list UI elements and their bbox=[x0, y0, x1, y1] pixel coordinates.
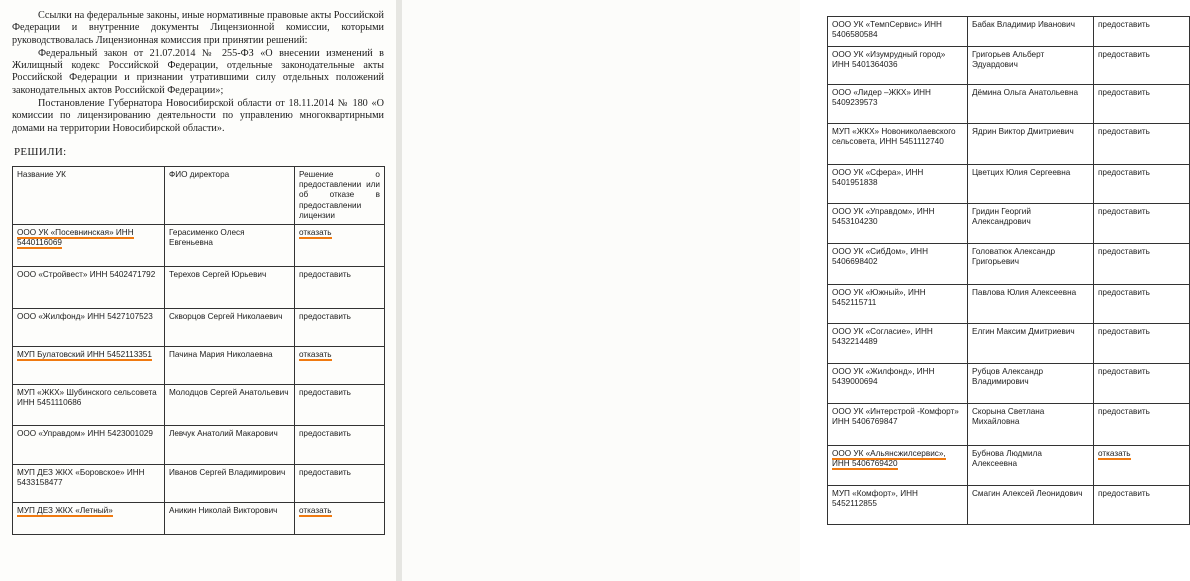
director-name: Ядрин Виктор Дмитриевич bbox=[972, 127, 1074, 136]
decision-value: предоставить bbox=[1098, 168, 1150, 177]
table-row bbox=[828, 364, 1190, 404]
cell-director bbox=[968, 17, 1094, 47]
director-name: Дёмина Ольга Анатольевна bbox=[972, 88, 1079, 97]
intro-paragraph-3: Постановление Губернатора Новосибирской области от 18.11.2014 № 180 «О комиссии по лицензированию деятельности по управлению многоквартирными домами на территории Новосибирской области». bbox=[12, 98, 384, 134]
cell-decision bbox=[1094, 17, 1190, 47]
decision-value: предоставить bbox=[299, 312, 351, 322]
cell-director bbox=[968, 165, 1094, 204]
table-row bbox=[828, 17, 1190, 47]
table-row bbox=[828, 285, 1190, 324]
cell-director bbox=[968, 244, 1094, 285]
cell-name bbox=[13, 503, 165, 535]
cell-decision bbox=[295, 347, 385, 385]
decision-value: отказать bbox=[299, 506, 332, 516]
company-name: ООО УК «Изумрудный город» ИНН 5401364036 bbox=[832, 50, 946, 70]
cell-name bbox=[828, 47, 968, 85]
director-name: Смагин Алексей Леонидович bbox=[972, 489, 1083, 498]
director-name: Рубцов Александр Владимирович bbox=[972, 367, 1044, 387]
license-decisions-table-left bbox=[12, 166, 385, 535]
cell-name bbox=[828, 244, 968, 285]
cell-name bbox=[13, 309, 165, 347]
cell-name bbox=[828, 364, 968, 404]
table-row bbox=[13, 385, 385, 426]
cell-name bbox=[828, 446, 968, 486]
decision-value: предоставить bbox=[1098, 367, 1150, 376]
company-name: ООО «Управдом» ИНН 5423001029 bbox=[17, 429, 153, 439]
table-row bbox=[828, 165, 1190, 204]
table-row bbox=[13, 426, 385, 465]
decision-value: предоставить bbox=[299, 270, 351, 280]
cell-director bbox=[165, 347, 295, 385]
director-name: Пачина Мария Николаевна bbox=[169, 350, 273, 360]
intro-text bbox=[12, 10, 384, 136]
cell-decision bbox=[295, 385, 385, 426]
decision-value: предоставить bbox=[1098, 489, 1150, 498]
header-name: Название УК bbox=[13, 167, 165, 225]
company-name: ООО УК «Управдом», ИНН 5453104230 bbox=[832, 207, 935, 227]
cell-name bbox=[828, 85, 968, 124]
decision-value: отказать bbox=[1098, 449, 1131, 458]
company-name: МУП «ЖКХ» Шубинского сельсовета ИНН 5451110686 bbox=[17, 388, 157, 408]
cell-director bbox=[968, 324, 1094, 364]
cell-name bbox=[828, 124, 968, 165]
cell-name bbox=[828, 486, 968, 525]
intro-paragraph-2: Федеральный закон от 21.07.2014 № 255-ФЗ «О внесении изменений в Жилищный кодекс Российской Федерации, отдельные законодательные акты Российской Федерации и признании утратившими силу отдельных положений законодательных актов Российской Федерации»; bbox=[12, 47, 384, 96]
cell-director bbox=[165, 225, 295, 267]
table-row bbox=[828, 486, 1190, 525]
company-name: ООО УК «Сфера», ИНН 5401951838 bbox=[832, 168, 924, 188]
company-name: ООО УК «Жилфонд», ИНН 5439000694 bbox=[832, 367, 935, 387]
cell-director bbox=[165, 267, 295, 309]
decision-value: предоставить bbox=[299, 468, 351, 478]
cell-director bbox=[968, 364, 1094, 404]
company-name: МУП ДЕЗ ЖКХ «Боровское» ИНН 5433158477 bbox=[17, 468, 145, 488]
cell-decision bbox=[295, 503, 385, 535]
cell-name bbox=[828, 404, 968, 446]
left-page bbox=[0, 0, 396, 581]
table-row bbox=[828, 324, 1190, 364]
cell-name bbox=[828, 204, 968, 244]
director-name: Скорына Светлана Михайловна bbox=[972, 407, 1045, 427]
decision-value: предоставить bbox=[1098, 247, 1150, 256]
company-name: ООО «Стройвест» ИНН 5402471792 bbox=[17, 270, 156, 280]
table-row bbox=[13, 347, 385, 385]
table-header-row bbox=[13, 167, 385, 225]
table-row bbox=[828, 47, 1190, 85]
resolved-heading: РЕШИЛИ: bbox=[14, 146, 67, 158]
table-row bbox=[828, 204, 1190, 244]
cell-director bbox=[968, 404, 1094, 446]
table-row bbox=[13, 267, 385, 309]
decision-value: предоставить bbox=[1098, 50, 1150, 59]
director-name: Бабак Владимир Иванович bbox=[972, 20, 1075, 29]
company-name: МУП «ЖКХ» Новониколаевского сельсовета, ИНН 5451112740 bbox=[832, 127, 956, 147]
director-name: Аникин Николай Викторович bbox=[169, 506, 278, 516]
decision-value: предоставить bbox=[1098, 127, 1150, 136]
header-director: ФИО директора bbox=[165, 167, 295, 225]
cell-decision bbox=[295, 267, 385, 309]
cell-director bbox=[165, 385, 295, 426]
company-name: ООО «Жилфонд» ИНН 5427107523 bbox=[17, 312, 153, 322]
company-name: ООО «Лидер –ЖКХ» ИНН 5409239573 bbox=[832, 88, 931, 108]
decision-value: предоставить bbox=[1098, 207, 1150, 216]
cell-director bbox=[968, 285, 1094, 324]
director-name: Гридин Георгий Александрович bbox=[972, 207, 1031, 227]
director-name: Елгин Максим Дмитриевич bbox=[972, 327, 1075, 336]
decision-value: отказать bbox=[299, 228, 332, 238]
right-table-body bbox=[828, 17, 1190, 525]
table-row bbox=[828, 446, 1190, 486]
cell-decision bbox=[1094, 47, 1190, 85]
cell-decision bbox=[295, 225, 385, 267]
cell-decision bbox=[1094, 285, 1190, 324]
cell-decision bbox=[1094, 486, 1190, 525]
intro-paragraph-1: Ссылки на федеральные законы, иные нормативные правовые акты Российской Федерации и внутренние документы Лицензионной комиссии, которыми руководствовалась Лицензионная комиссия при принятии решений: bbox=[12, 10, 384, 46]
decision-value: предоставить bbox=[1098, 20, 1150, 29]
table-row bbox=[13, 309, 385, 347]
cell-director bbox=[968, 486, 1094, 525]
cell-director bbox=[165, 465, 295, 503]
cell-name bbox=[13, 426, 165, 465]
director-name: Цветцих Юлия Сергеевна bbox=[972, 168, 1071, 177]
company-name: МУП «Комфорт», ИНН 5452112855 bbox=[832, 489, 918, 509]
decision-value: предоставить bbox=[1098, 327, 1150, 336]
license-decisions-table-right bbox=[827, 16, 1190, 525]
cell-decision bbox=[295, 465, 385, 503]
table-row bbox=[828, 124, 1190, 165]
cell-decision bbox=[1094, 165, 1190, 204]
cell-name bbox=[828, 285, 968, 324]
company-name: ООО УК «Интерстрой -Комфорт» ИНН 5406769847 bbox=[832, 407, 959, 427]
cell-decision bbox=[295, 426, 385, 465]
table-row bbox=[828, 404, 1190, 446]
cell-decision bbox=[1094, 244, 1190, 285]
cell-director bbox=[165, 503, 295, 535]
company-name: ООО УК «Посевнинская» ИНН 5440116069 bbox=[17, 228, 134, 248]
cell-director bbox=[968, 204, 1094, 244]
cell-decision bbox=[1094, 204, 1190, 244]
table-row bbox=[13, 465, 385, 503]
cell-decision bbox=[1094, 85, 1190, 124]
director-name: Бубнова Людмила Алексеевна bbox=[972, 449, 1042, 469]
right-page bbox=[402, 0, 1150, 581]
company-name: ООО УК «СибДом», ИНН 5406698402 bbox=[832, 247, 928, 267]
director-name: Григорьев Альберт Эдуардович bbox=[972, 50, 1045, 70]
header-decision: Решение о предоставлении или об отказе в предоставлении лицензии bbox=[295, 167, 385, 225]
director-name: Терехов Сергей Юрьевич bbox=[169, 270, 267, 280]
table-row bbox=[13, 503, 385, 535]
director-name: Скворцов Сергей Николаевич bbox=[169, 312, 283, 322]
cell-decision bbox=[1094, 404, 1190, 446]
cell-name bbox=[13, 225, 165, 267]
cell-decision bbox=[295, 309, 385, 347]
cell-name bbox=[13, 465, 165, 503]
company-name: ООО УК «ТемпСервис» ИНН 5406580584 bbox=[832, 20, 942, 40]
decision-value: отказать bbox=[299, 350, 332, 360]
director-name: Левчук Анатолий Макарович bbox=[169, 429, 278, 439]
decision-value: предоставить bbox=[1098, 288, 1150, 297]
decision-value: предоставить bbox=[299, 429, 351, 439]
cell-decision bbox=[1094, 324, 1190, 364]
company-name: ООО УК «Согласие», ИНН 5432214489 bbox=[832, 327, 933, 347]
cell-decision bbox=[1094, 364, 1190, 404]
company-name: ООО УК «Южный», ИНН 5452115711 bbox=[832, 288, 926, 308]
director-name: Молодцов Сергей Анатольевич bbox=[169, 388, 289, 398]
director-name: Герасименко Олеся Евгеньевна bbox=[169, 228, 245, 248]
decision-value: предоставить bbox=[1098, 407, 1150, 416]
director-name: Головатюк Александр Григорьевич bbox=[972, 247, 1056, 267]
cell-director bbox=[968, 446, 1094, 486]
company-name: ООО УК «Альянсжилсервис», ИНН 5406769420 bbox=[832, 449, 946, 469]
company-name: МУП Булатовский ИНН 5452113351 bbox=[17, 350, 152, 360]
cell-director bbox=[968, 124, 1094, 165]
cell-decision bbox=[1094, 124, 1190, 165]
cell-director bbox=[968, 85, 1094, 124]
cell-name bbox=[13, 347, 165, 385]
decision-value: предоставить bbox=[299, 388, 351, 398]
cell-name bbox=[828, 17, 968, 47]
director-name: Иванов Сергей Владимирович bbox=[169, 468, 286, 478]
company-name: МУП ДЕЗ ЖКХ «Летный» bbox=[17, 506, 113, 516]
cell-name bbox=[13, 385, 165, 426]
table-row bbox=[828, 85, 1190, 124]
decision-value: предоставить bbox=[1098, 88, 1150, 97]
cell-name bbox=[828, 324, 968, 364]
cell-decision bbox=[1094, 446, 1190, 486]
table-row bbox=[828, 244, 1190, 285]
left-table-body bbox=[13, 225, 385, 535]
director-name: Павлова Юлия Алексеевна bbox=[972, 288, 1077, 297]
cell-director bbox=[165, 309, 295, 347]
cell-director bbox=[165, 426, 295, 465]
cell-name bbox=[828, 165, 968, 204]
table-row bbox=[13, 225, 385, 267]
cell-name bbox=[13, 267, 165, 309]
cell-director bbox=[968, 47, 1094, 85]
